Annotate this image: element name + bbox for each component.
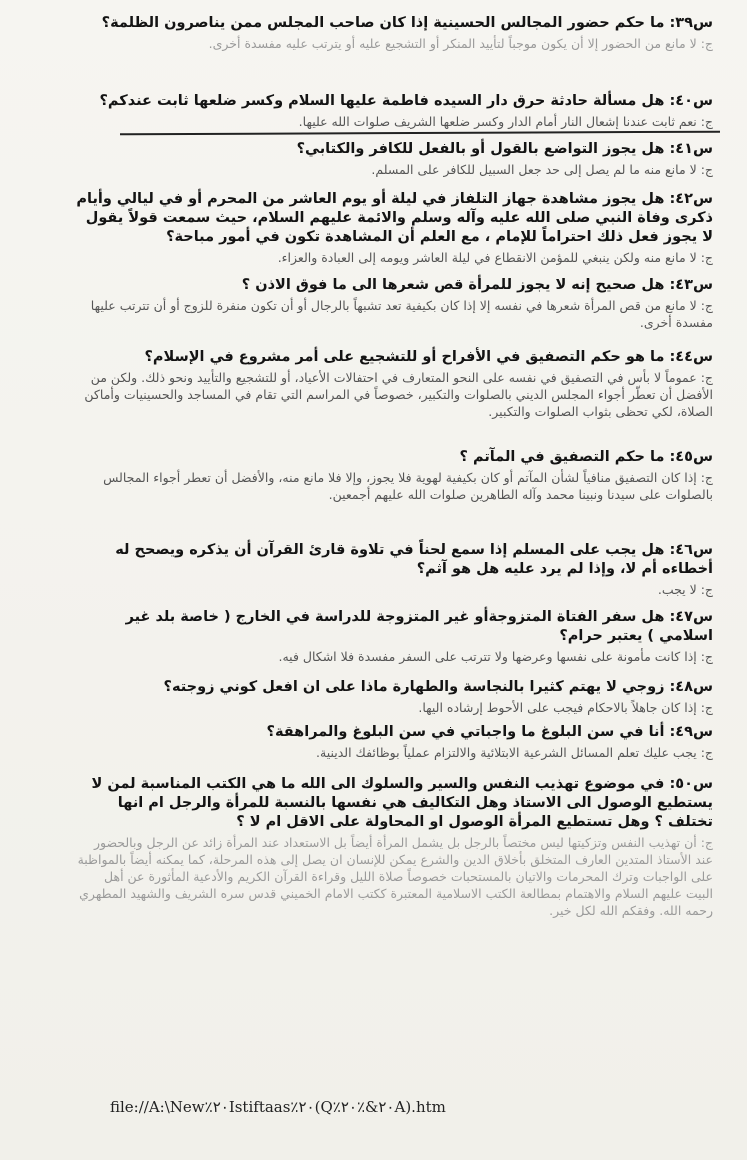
answer-text: ج: لا مانع منه ما لم يصل إلى حد جعل السبيل للكافر على المسلم. — [371, 162, 713, 177]
qa-item-50 — [73, 775, 713, 919]
question-text: س٤٧: هل سفر الفتاة المتزوجةأو غير المتزوجة للدراسة في الخارج ( خاصة بلد غير اسلامي ) يعتبر حرام؟ — [125, 609, 713, 644]
answer-text: ج: لا مانع من الحضور إلا أن يكون موجباً لتأييد المنكر أو التشجيع عليه أو يترتب عليه مفسدة أخرى. — [208, 36, 713, 51]
qa-item-48 — [73, 678, 713, 716]
answer-text: ج: إذا كان التصفيق منافياً لشأن المآتم أو كان بكيفية لهوية فلا يجوز، وإلا فلا مانع منه، والأفضل أن تعطر أجواء المجالس بالصلوات على سيدنا ونبينا محمد وآله الطاهرين صلوات الله عليهم أجمعين. — [103, 470, 713, 502]
qa-item-45 — [73, 448, 713, 503]
qa-item-47 — [73, 608, 713, 665]
question-text: س٤٢: هل يجوز مشاهدة جهاز التلفاز في ليلة أو يوم العاشر من المحرم أو في ليالي وأيام ذكرى وفاة النبي صلى الله عليه وآله وسلم والائمة عليهم السلام، حيث سمعت قولاً يقول لا يجوز فعل ذلك احتراماً للإمام ، مع العلم أن المشاهدة تكون في أمور مباحة؟ — [76, 191, 713, 245]
answer-text: ج: نعم ثابت عندنا إشعال النار أمام الدار وكسر ضلعها الشريف صلوات الله عليها. — [298, 114, 713, 129]
answer-text: ج: عموماً لا بأس في التصفيق في نفسه على النحو المتعارف في احتفالات الأعياد، أو للتشجيع والتأييد ونحو ذلك. ولكن من الأفضل أن تعطّر أجواء المجلس الديني بالصلوات والتكبير، خصوصاً في المراسم التي تقام في المساجد والحسينيات وأماكن الصلاة، لكي تحظى بثواب الصلوات والتكبير. — [84, 370, 713, 419]
answer-text: ج: إذا كانت مأمونة على نفسها وعرضها ولا تترتب على السفر مفسدة فلا اشكال فيه. — [278, 649, 713, 664]
answer-text: ج: لا يجب. — [657, 582, 713, 597]
question-text: س٤٦: هل يجب على المسلم إذا سمع لحناً في تلاوة قارئ القرآن أن يذكره ويصحح له أخطاءه أم لا، وإذا لم يرد عليه هل هو آثم؟ — [115, 542, 713, 577]
qa-item-42 — [73, 190, 713, 266]
question-text: س٤٠: هل مسألة حادثة حرق دار السيده فاطمة عليها السلام وكسر ضلعها ثابت عندكم؟ — [99, 93, 713, 109]
question-text: س٤٥: ما حكم التصفيق في المآتم ؟ — [459, 449, 713, 465]
qa-item-41 — [73, 140, 713, 178]
answer-text: ج: يجب عليك تعلم المسائل الشرعية الابتلائية والالتزام عملياً بوظائفك الدينية. — [316, 745, 713, 760]
qa-item-49 — [73, 723, 713, 761]
divider-line — [120, 131, 720, 136]
answer-text: ج: لا مانع من قص المرأة شعرها في نفسه إلا إذا كان بكيفية تعد تشبهاً بالرجال أو أن تكون منفرة للزوج أو أن تترتب عليها مفسدة أخرى. — [90, 298, 713, 330]
file-path-footer: file://A:\New٪٢٠Istiftaas٪٢٠(Q٪٢٠&٪٢٠A).htm — [110, 1098, 446, 1116]
answer-text: ج: إذا كان جاهلاً بالاحكام فيجب على الأحوط إرشاده اليها. — [418, 700, 713, 715]
qa-item-40 — [73, 92, 713, 130]
question-text: س٤١: هل يجوز التواضع بالقول أو بالفعل للكافر والكتابي؟ — [296, 141, 713, 157]
qa-item-39 — [73, 14, 713, 52]
answer-text: ج: أن تهذيب النفس وتزكيتها ليس مختصاً بالرجل بل يشمل المرأة أيضاً بل الاستعداد عند المرأة زائد عن الرجل وبالحضور عند الأستاذ المتدين العارف المتخلق بأخلاق الدين والشرع يمكن للإنسان ان يصل إلى هذه المرحلة، كما يمكنه أيضاً بالمواظبة على الواجبات وترك المحرمات والاتيان بالمستحبات خصوصاً صلاة الليل وقراءة القرآن الكريم والأدعية المأثورة عن أهل البيت عليهم السلام والاهتمام بمطالعة الكتب الاسلامية المعتبرة ككتب الامام الخميني قدس سره الشريف والشهيد المطهري رحمه الله. وفقكم الله لكل خير. — [77, 835, 713, 918]
question-text: س٣٩: ما حكم حضور المجالس الحسينية إذا كان صاحب المجلس ممن يناصرون الظلمة؟ — [101, 15, 713, 31]
qa-item-44 — [73, 348, 713, 420]
question-text: س٤٨: زوجي لا يهتم كثيرا بالنجاسة والطهارة ماذا على ان افعل كوني زوجته؟ — [163, 679, 713, 695]
question-text: س٤٩: أنا في سن البلوغ ما واجباتي في سن البلوغ والمراهقة؟ — [266, 724, 713, 740]
answer-text: ج: لا مانع منه ولكن ينبغي للمؤمن الانقطاع في ليلة العاشر ويومه إلى العبادة والعزاء. — [277, 250, 713, 265]
question-text: س٤٣: هل صحيح إنه لا يجوز للمرأة قص شعرها الى ما فوق الاذن ؟ — [241, 277, 713, 293]
qa-item-46 — [73, 541, 713, 598]
qa-item-43 — [73, 276, 713, 331]
question-text: س٥٠: في موضوع تهذيب النفس والسير والسلوك الى الله ما هي الكتب المناسبة لمن لا يستطيع الوصول الى الاستاذ وهل التكاليف هي نفسها بالنسبة للمرأة والرجل ام انها تختلف ؟ وهل تستطيع المرأة الوصول او المحاولة على الاقل ام لا ؟ — [91, 776, 713, 830]
question-text: س٤٤: ما هو حكم التصفيق في الأفراح أو للتشجيع على أمر مشروع في الإسلام؟ — [144, 349, 713, 365]
